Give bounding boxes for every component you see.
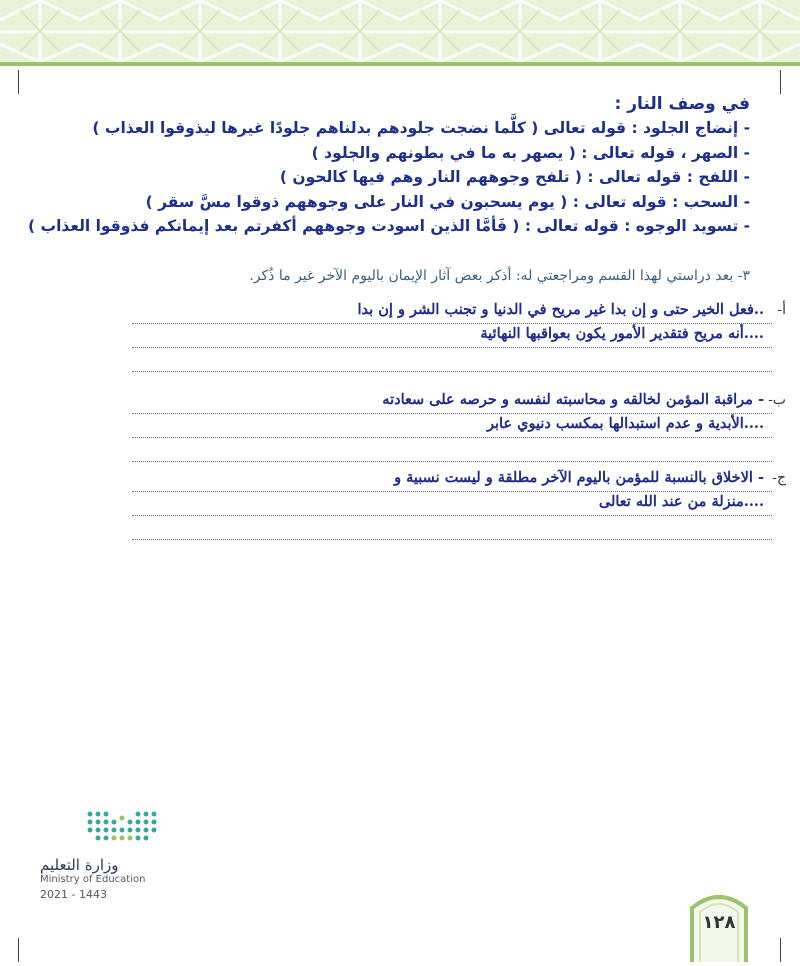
crop-mark: [18, 70, 19, 94]
answer-letter: ج-: [772, 470, 786, 486]
notes-line: - اللفح : قوله تعالى : ( تلفح وجوههم النار وهم فيها كالحون ): [279, 168, 750, 186]
page-number-tab: [688, 884, 750, 962]
answer-letter: ب-: [768, 392, 786, 408]
answer-block-a: [132, 300, 786, 372]
question-prompt: ٣- بعد دراستي لهذا القسم ومراجعتي له: أذكر بعض آثار الإيمان باليوم الآخر غير ما ذُكر.: [249, 268, 750, 284]
notes-line: - تسويد الوجوه : قوله تعالى : ( فَأمَّا الذين اسودت وجوههم أكفرتم بعد إيمانكم فذوقوا العذاب ): [28, 217, 750, 235]
crop-mark: [18, 938, 19, 962]
geometric-pattern-icon: [0, 0, 800, 62]
ministry-logo: [40, 808, 190, 901]
header-divider: [0, 62, 800, 66]
answer-line[interactable]: [132, 348, 772, 372]
answer-block-b: [132, 390, 786, 462]
page-number: ١٢٨: [702, 912, 736, 933]
answer-line[interactable]: - مراقبة المؤمن لخالقه و محاسبته لنفسه و حرصه على سعادته: [132, 390, 772, 414]
crop-mark: [780, 70, 781, 94]
answer-letter: أ-: [777, 302, 786, 318]
crop-mark: [780, 938, 781, 962]
answer-line[interactable]: - الاخلاق بالنسبة للمؤمن باليوم الآخر مطلقة و ليست نسبية و: [132, 468, 772, 492]
answer-line[interactable]: ....الأبدية و عدم استبدالها بمكسب دنيوي عابر: [132, 414, 772, 438]
answer-line[interactable]: ....أنه مريح فتقدير الأمور يكون بعواقبها النهائية: [132, 324, 772, 348]
header-pattern-band: [0, 0, 800, 62]
answer-line[interactable]: ..فعل الخير حتى و إن بدا غير مريح في الدنيا و تجنب الشر و إن بدا: [132, 300, 772, 324]
notes-line: - الصهر ، قوله تعالى : ( يصهر به ما في بطونهم والجلود ): [311, 143, 750, 162]
notes-heading: في وصف النار :: [614, 94, 750, 114]
answer-line[interactable]: ....منزلة من عند الله تعالى: [132, 492, 772, 516]
ministry-name-en: Ministry of Education: [40, 874, 146, 885]
fire-description-notes: [28, 92, 750, 239]
ministry-name-ar: وزارة التعليم: [40, 856, 119, 874]
edition-year: 2021 - 1443: [40, 888, 107, 901]
answer-line[interactable]: [132, 438, 772, 462]
ministry-dots-icon: [40, 808, 180, 848]
answer-block-c: [132, 468, 786, 540]
notes-line: - إنضاج الجلود : قوله تعالى ( كلَّما نضجت جلودهم بدلناهم جلودًا غيرها ليذوقوا العذاب ): [92, 119, 750, 137]
notes-line: - السحب : قوله تعالى : ( يوم يسحبون في النار على وجوههم ذوقوا مسَّ سقر ): [145, 192, 750, 211]
answer-line[interactable]: [132, 516, 772, 540]
